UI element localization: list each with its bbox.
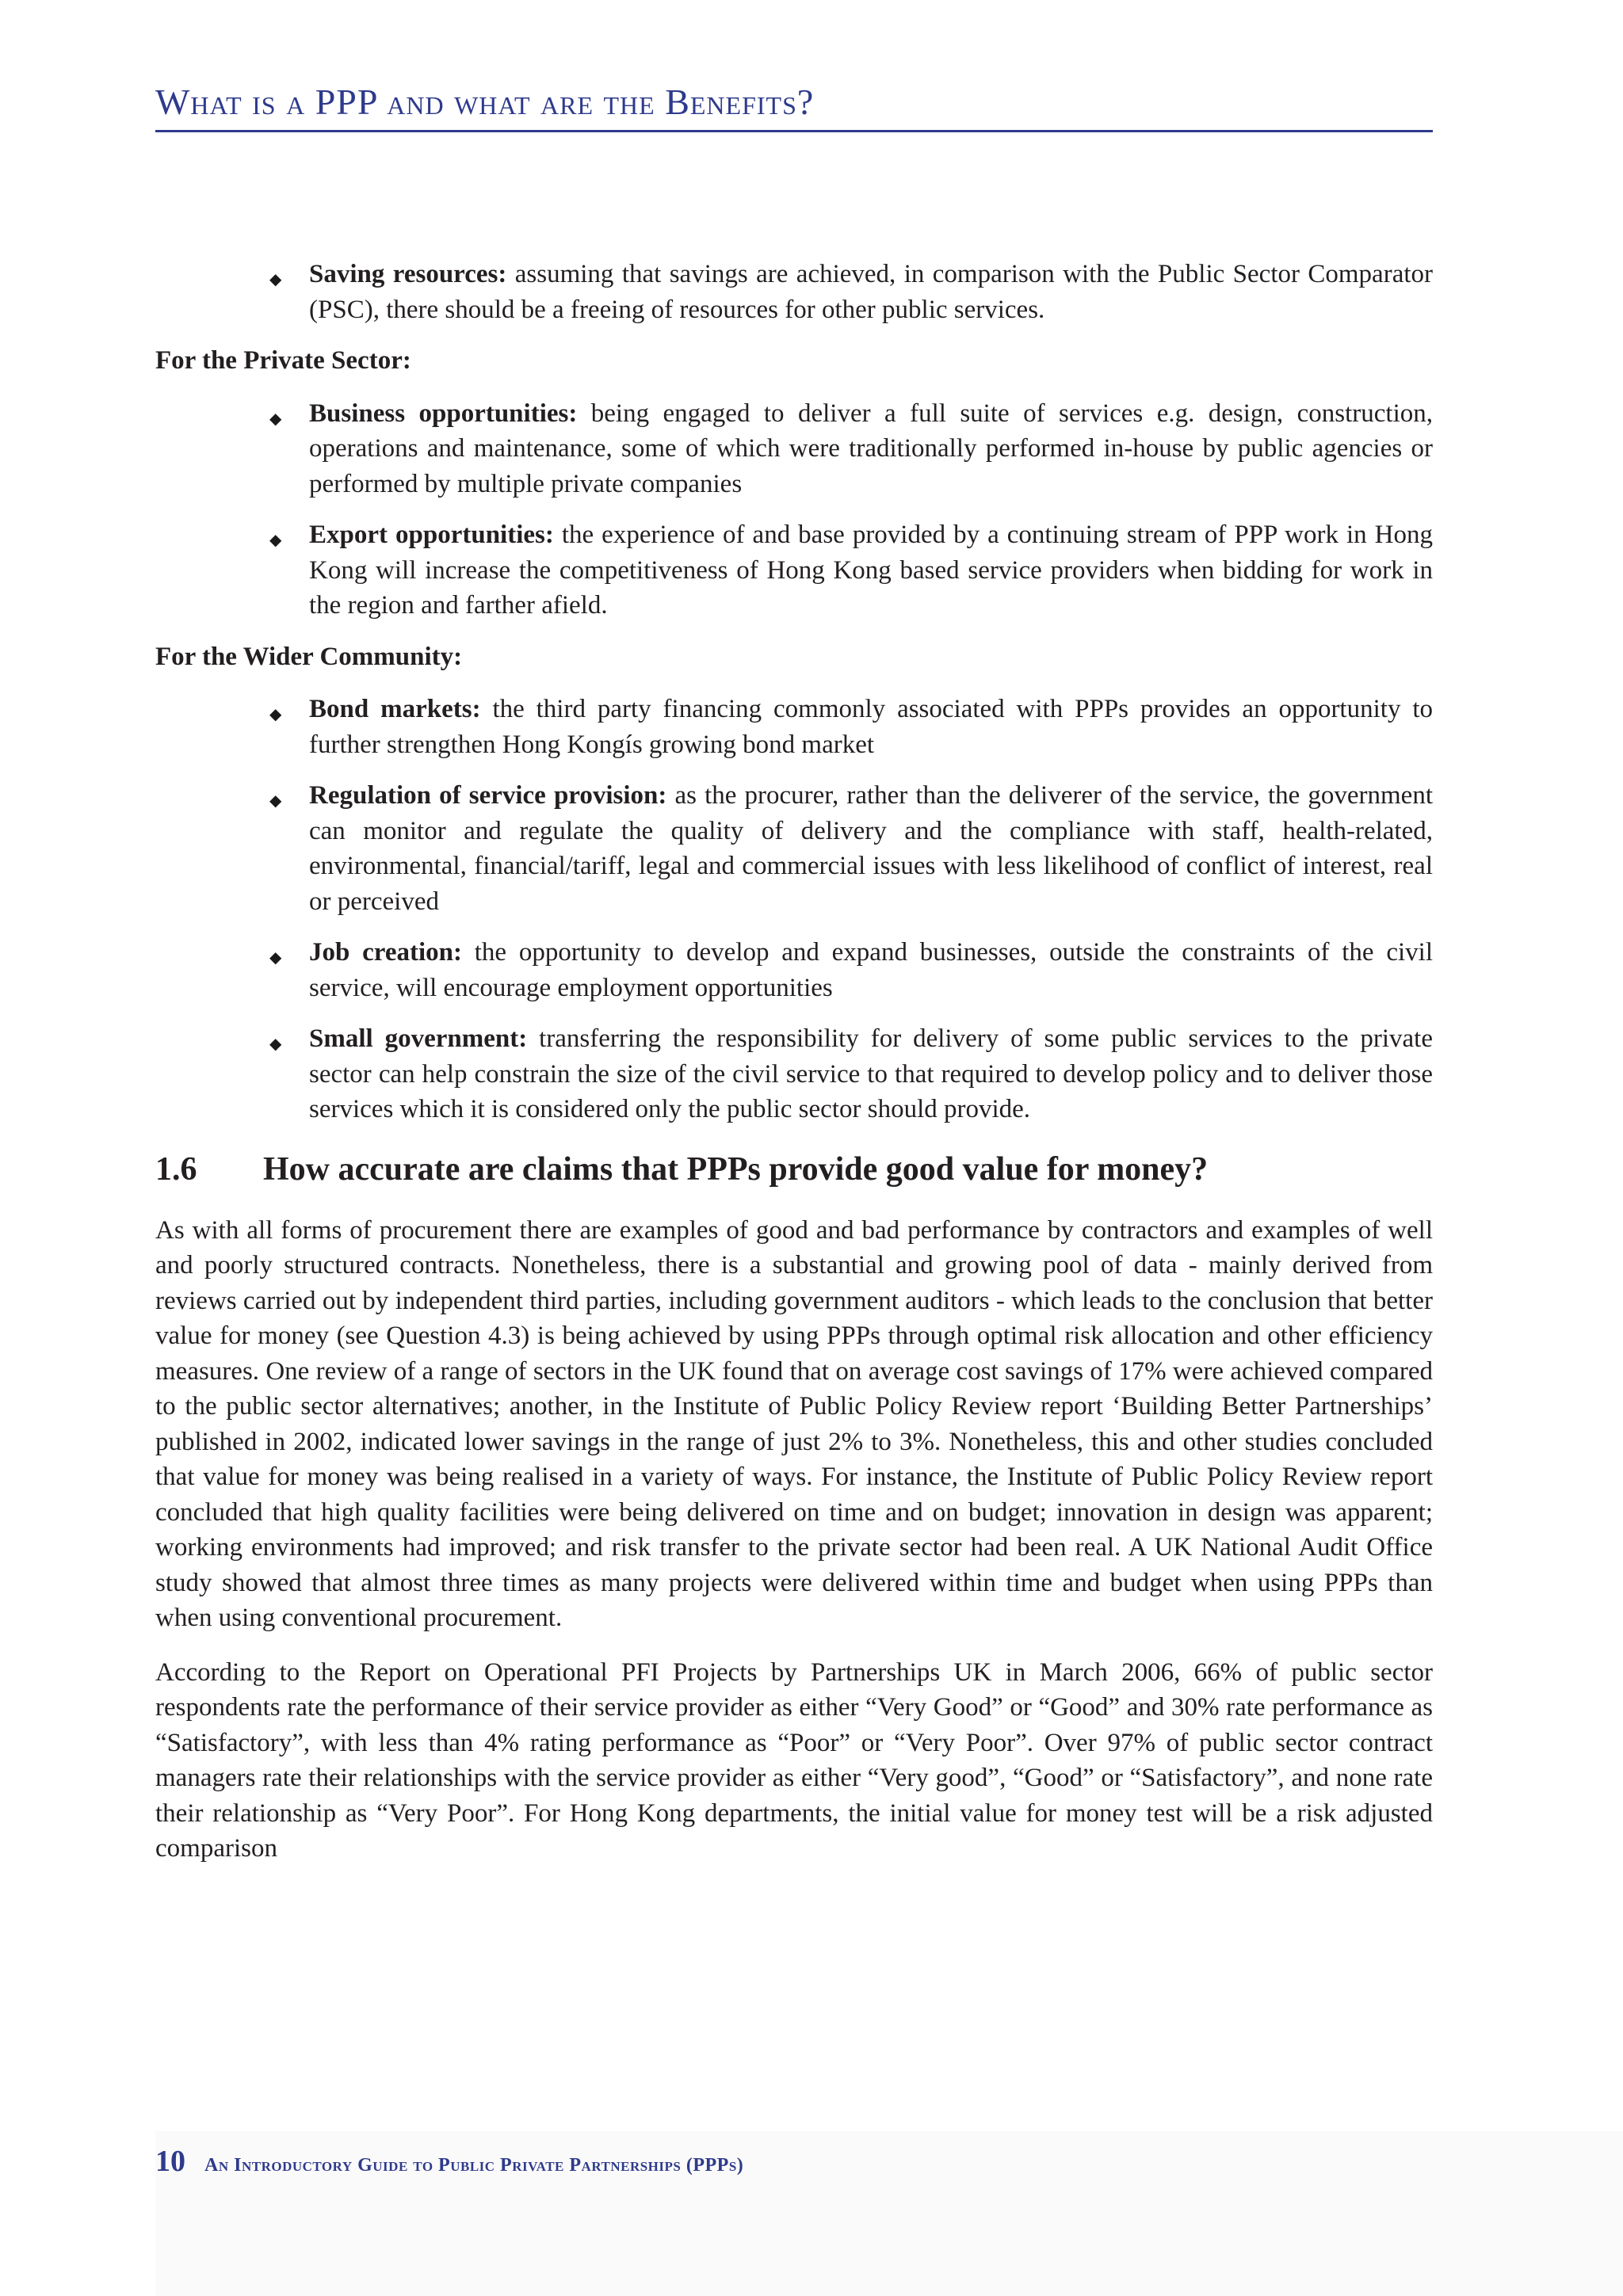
bullet-term: Small government: [309, 1024, 528, 1053]
content [155, 257, 1433, 1886]
bullet-term: Job creation: [309, 938, 462, 967]
bullet-item [269, 935, 1433, 1005]
bullet-text: the experience of and base provided by a continuing stream of PPP work in Hong Kong will increase the competitiveness of Hong Kong based service providers when bidding for work in the region and farther afield. [309, 521, 1433, 620]
bullet-text: transferring the responsibility for delivery of some public services to the private sector can help constrain the size of the civil service to that required to develop policy and to deliver those services which it is considered only the public sector should provide. [309, 1024, 1434, 1123]
running-header [155, 79, 1433, 132]
bullet-item [269, 517, 1433, 624]
bullet-item [269, 257, 1433, 327]
diamond-bullet-icon: ◆ [269, 271, 282, 288]
bullet-term: Regulation of service provision: [309, 781, 667, 810]
section-title: How accurate are claims that PPPs provide good value for money? [263, 1150, 1209, 1188]
bullet-item [269, 1021, 1434, 1127]
header-title: What is a PPP and what are the Benefits? [155, 82, 815, 122]
bullet-term: Business opportunities: [309, 399, 578, 428]
private-sector-bullet-list [155, 396, 1433, 624]
wider-community-bullet-list [155, 692, 1433, 1127]
diamond-bullet-icon: ◆ [269, 792, 282, 810]
bullet-term: Saving resources: [309, 260, 507, 288]
bullet-text: being engaged to deliver a full suite of services e.g. design, construction, operations and maintenance, some of which were traditionally performed in-house by public agencies or performed by multiple private companies [309, 399, 1433, 498]
bullet-text: the opportunity to develop and expand businesses, outside the constraints of the civil service, will encourage employment opportunities [309, 938, 1433, 1002]
bullet-term: Export opportunities: [309, 521, 554, 549]
diamond-bullet-icon: ◆ [269, 706, 282, 723]
bullet-text: the third party financing commonly associated with PPPs provides an opportunity to further strengthen Hong Kongís growing bond market [309, 695, 1433, 759]
bullet-term: Bond markets: [309, 695, 481, 723]
bullet-text: assuming that savings are achieved, in comparison with the Public Sector Comparator (PSC), there should be a freeing of resources for other public services. [309, 260, 1433, 324]
page-footer [155, 2144, 743, 2179]
footer-title: An Introductory Guide to Public Private Partnerships (PPPs) [204, 2155, 744, 2176]
diamond-bullet-icon: ◆ [269, 410, 282, 428]
section-number: 1.6 [155, 1150, 197, 1188]
diamond-bullet-icon: ◆ [269, 1035, 282, 1053]
bullet-item [269, 692, 1433, 762]
body-paragraph: According to the Report on Operational PFI Projects by Partnerships UK in March 2006, 66% of public sector respondents rate the performance of their service provider as either “Very Good” or “Good” and 30% rate performance as “Satisfactory”, with less than 4% rating performance as “Poor” or “Very Poor”. Over 97% of public sector contract managers rate their relationships with the service provider as either “Very good”, “Good” or “Satisfactory”, and none rate their relationship as “Very Poor”. For Hong Kong departments, the initial value for money test will be a risk adjusted comparison [155, 1657, 1433, 1863]
page-number: 10 [155, 2145, 185, 2178]
private-sector-heading: For the Private Sector: [155, 346, 411, 375]
intro-bullet-list [155, 257, 1433, 327]
bullet-text: as the procurer, rather than the deliverer of the service, the government can monitor and regulate the quality of delivery and the compliance with staff, health-related, environmental, financial/tariff, legal and commercial issues with less likelihood of conflict of interest, real or perceived [309, 781, 1433, 916]
bullet-item [269, 778, 1433, 919]
wider-community-heading: For the Wider Community: [155, 642, 463, 671]
section-heading [155, 1148, 1433, 1191]
bullet-item [269, 396, 1433, 502]
diamond-bullet-icon: ◆ [269, 532, 282, 549]
body-paragraph: As with all forms of procurement there are examples of good and bad performance by contractors and examples of well and poorly structured contracts. Nonetheless, there is a substantial and growing pool of data - mainly derived from reviews carried out by independent third parties, including government auditors - which leads to the conclusion that better value for money (see Question 4.3) is being achieved by using PPPs through optimal risk allocation and other efficiency measures. One review of a range of sectors in the UK found that on average cost savings of 17% were achieved compared to the public sector alternatives; another, in the Institute of Public Policy Review report ‘Building Better Partnerships’ published in 2002, indicated lower savings in the range of just 2% to 3%. Nonetheless, this and other studies concluded that value for money was being realised in a variety of ways. For instance, the Institute of Public Policy Review report concluded that high quality facilities were being delivered on time and on budget; innovation in design was apparent; working environments had improved; and risk transfer to the private sector had been real. A UK National Audit Office study showed that almost three times as many projects were delivered within time and budget when using PPPs than when using conventional procurement. [155, 1215, 1433, 1632]
diamond-bullet-icon: ◆ [269, 949, 282, 967]
